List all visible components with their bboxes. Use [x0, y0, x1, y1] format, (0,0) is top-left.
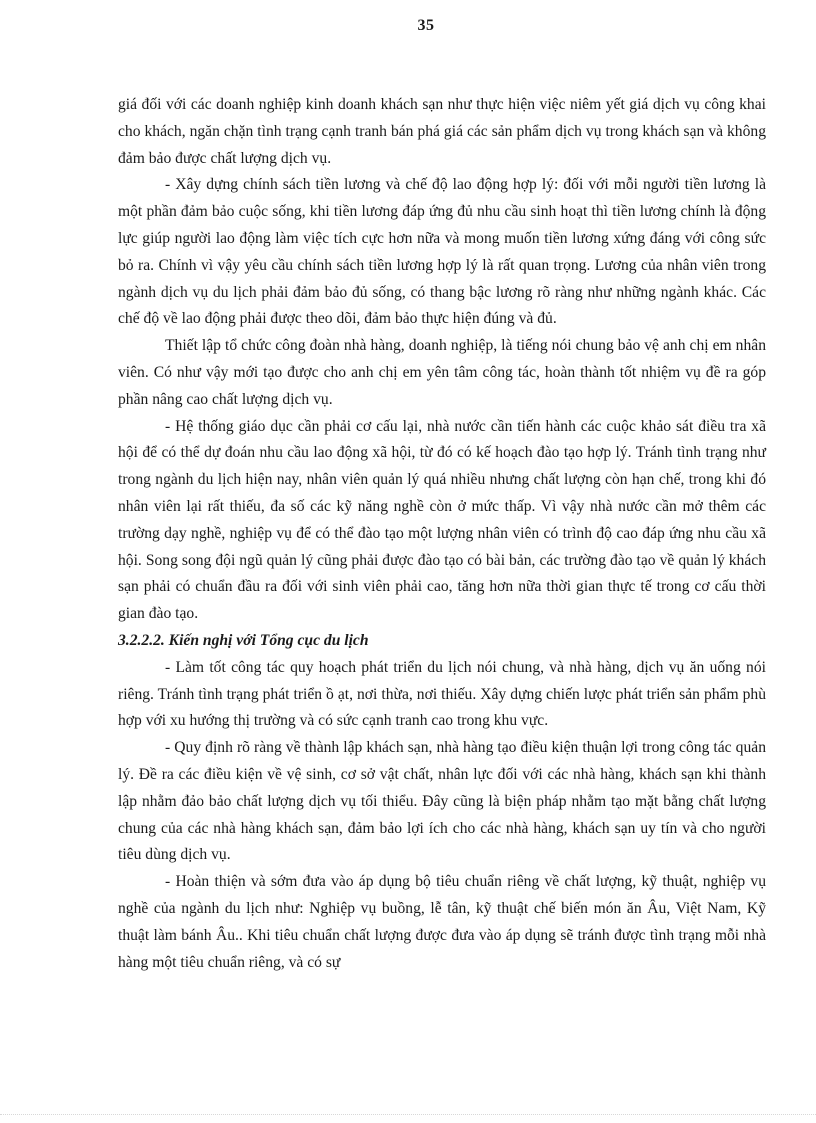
paragraph-tourism-planning: - Làm tốt công tác quy hoạch phát triển du lịch nói chung, và nhà hàng, dịch vụ ăn uống nói riêng. Tránh tình trạng phát triển ồ ạt, nơi thừa, nơi thiếu. Xây dựng chiến lược phát triển sản phẩm phù hợp với xu hướng thị trường và có sức cạnh tranh cao trong khu vực.	[118, 658, 766, 730]
page-bottom-rule	[0, 1114, 816, 1115]
paragraph-quality-standards: - Hoàn thiện và sớm đưa vào áp dụng bộ tiêu chuẩn riêng về chất lượng, kỹ thuật, nghiệp vụ nghề của ngành du lịch như: Nghiệp vụ buồng, lễ tân, kỹ thuật chế biến món ăn Âu, Việt Nam, Kỹ thuật làm bánh Âu.. Khi tiêu chuẩn chất lượng được đưa vào áp dụng sẽ tránh được tình trạng mỗi nhà hàng một tiêu chuẩn riêng, và có sự	[118, 873, 766, 971]
paragraph-education-system: - Hệ thống giáo dục cần phải cơ cấu lại, nhà nước cần tiến hành các cuộc khảo sát điều tra xã hội để có thể dự đoán nhu cầu lao động xã hội, từ đó có kế hoạch đào tạo hợp lý. Tránh tình trạng như trong ngành du lịch hiện nay, nhân viên quản lý quá nhiều nhưng chất lượng còn hạn chế, trong khi đó nhân viên lại rất thiếu, đa số các kỹ năng nghề còn ở mức thấp. Vì vậy nhà nước cần mở thêm các trường dạy nghề, nghiệp vụ để có thể đào tạo một lượng nhân viên có trình độ cao đáp ứng nhu cầu xã hội. Song song đội ngũ quản lý cũng phải được đào tạo có bài bản, các trường đào tạo về quản lý khách sạn phải có chuẩn đầu ra đối với sinh viên phải cao, tăng hơn nữa thời gian thực tế trong cơ cấu thời gian đào tạo.	[118, 417, 766, 623]
paragraph-continued: giá đối với các doanh nghiệp kinh doanh khách sạn như thực hiện việc niêm yết giá dịch vụ công khai cho khách, ngăn chặn tình trạng cạnh tranh bán phá giá các sản phẩm dịch vụ trong khách sạn và không đảm bảo được chất lượng dịch vụ.	[118, 96, 766, 167]
paragraph-wage-policy: - Xây dựng chính sách tiền lương và chế độ lao động hợp lý: đối với mỗi người tiền lương là một phần đảm bảo cuộc sống, khi tiền lương đáp ứng đủ nhu cầu sinh hoạt thì tiền lương chính là động lực giúp người lao động làm việc tích cực hơn nữa và mong muốn tiền lương xứng đáng với công sức bỏ ra. Chính vì vậy yêu cầu chính sách tiền lương hợp lý là rất quan trọng. Lương của nhân viên trong ngành dịch vụ du lịch phải đảm bảo đủ sống, có thang bậc lương rõ ràng như những ngành khác. Các chế độ về lao động phải được theo dõi, đảm bảo thực hiện đúng và đủ.	[118, 176, 766, 328]
section-heading: 3.2.2.2. Kiến nghị với Tổng cục du lịch	[118, 631, 369, 649]
document-body	[118, 92, 766, 976]
paragraph-establishment-rules: - Quy định rõ ràng về thành lập khách sạn, nhà hàng tạo điều kiện thuận lợi trong công tác quản lý. Đề ra các điều kiện về vệ sinh, cơ sở vật chất, nhân lực đối với các nhà hàng, khách sạn khi thành lập nhằm đảo bảo chất lượng dịch vụ tối thiểu. Đây cũng là biện pháp nhằm tạo mặt bằng chất lượng chung của các nhà hàng khách sạn, đảm bảo lợi ích cho các nhà hàng, khách sạn uy tín và cho người tiêu dùng dịch vụ.	[118, 739, 766, 864]
page-number: 35	[417, 17, 435, 34]
paragraph-trade-union: Thiết lập tổ chức công đoàn nhà hàng, doanh nghiệp, là tiếng nói chung bảo vệ anh chị em nhân viên. Có như vậy mới tạo được cho anh chị em yên tâm công tác, hoàn thành tốt nhiệm vụ đề ra góp phần nâng cao chất lượng dịch vụ.	[118, 337, 766, 408]
